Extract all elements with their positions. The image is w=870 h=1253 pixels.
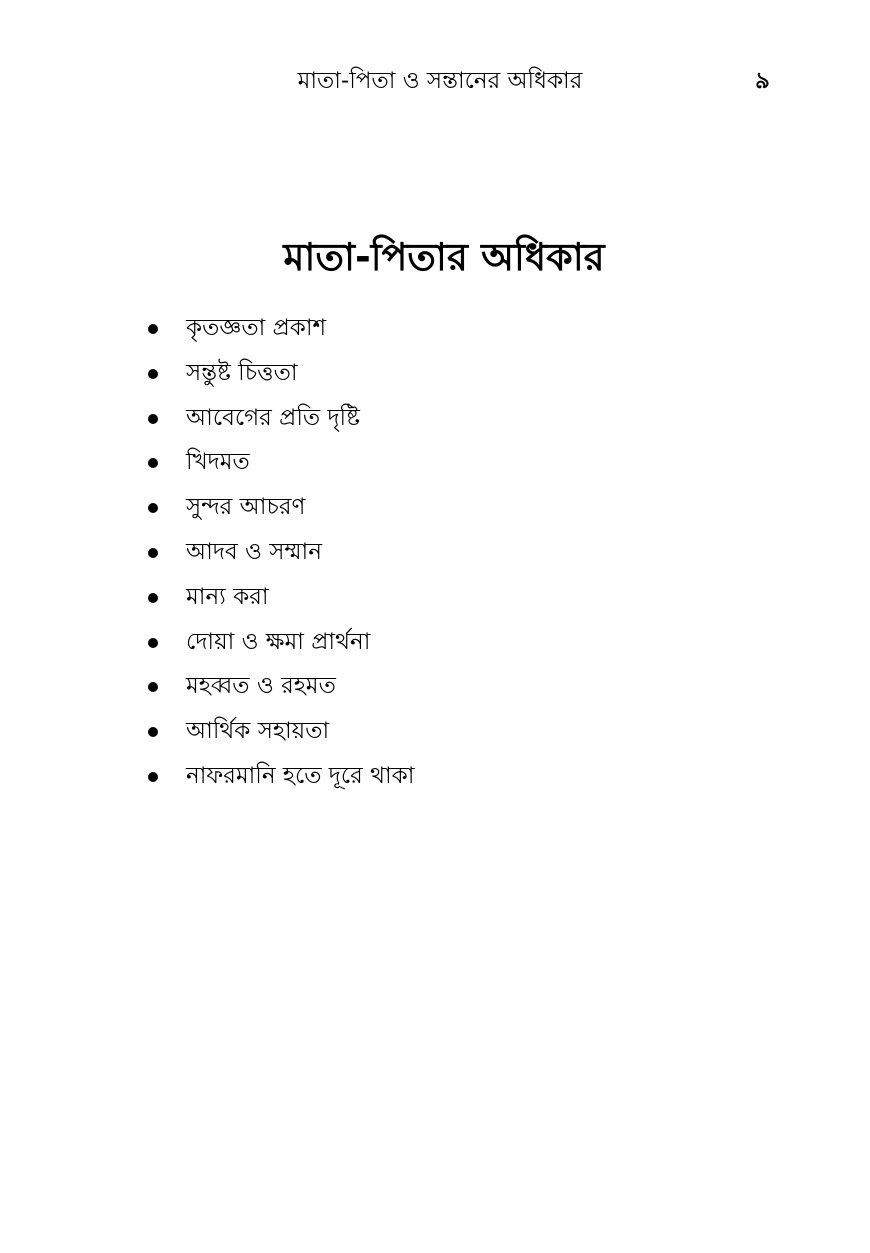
list-item bbox=[0, 621, 870, 666]
list-item bbox=[0, 486, 870, 531]
bullet-icon bbox=[148, 727, 158, 737]
chapter-title: মাতা-পিতার অধিকার bbox=[283, 235, 605, 280]
list-item bbox=[0, 755, 870, 800]
list-item-text: মহব্বত ও রহমত bbox=[186, 673, 336, 700]
bullet-icon bbox=[148, 548, 158, 558]
bullet-icon bbox=[148, 324, 158, 334]
list-item bbox=[0, 307, 870, 352]
bullet-icon bbox=[148, 593, 158, 603]
bullet-icon bbox=[148, 414, 158, 424]
list-item-text: সুন্দর আচরণ bbox=[186, 494, 306, 521]
list-item bbox=[0, 352, 870, 397]
bullet-icon bbox=[148, 503, 158, 513]
list-item bbox=[0, 531, 870, 576]
list-item bbox=[0, 665, 870, 710]
running-title: মাতা-পিতা ও সন্তানের অধিকার bbox=[297, 68, 583, 94]
list-item-text: খিদমত bbox=[186, 449, 250, 476]
list-item bbox=[0, 441, 870, 486]
list-item-text: আবেগের প্রতি দৃষ্টি bbox=[186, 404, 360, 431]
list-item bbox=[0, 397, 870, 442]
list-item-text: নাফরমানি হতে দূরে থাকা bbox=[186, 762, 415, 789]
list-item-text: মান্য করা bbox=[186, 583, 269, 610]
bullet-icon bbox=[148, 458, 158, 468]
list-item-text: কৃতজ্ঞতা প্রকাশ bbox=[186, 315, 327, 341]
running-header bbox=[0, 62, 870, 102]
rights-list bbox=[0, 307, 870, 800]
bullet-icon bbox=[148, 682, 158, 692]
list-item-text: সন্তুষ্ট চিত্ততা bbox=[186, 359, 298, 386]
list-item-text: আদব ও সম্মান bbox=[186, 538, 322, 565]
list-item-text: দোয়া ও ক্ষমা প্রার্থনা bbox=[186, 628, 371, 655]
bullet-icon bbox=[148, 772, 158, 782]
list-item-text: আর্থিক সহায়তা bbox=[186, 718, 330, 745]
page-number: ৯ bbox=[755, 68, 770, 94]
list-item bbox=[0, 576, 870, 621]
list-item bbox=[0, 710, 870, 755]
bullet-icon bbox=[148, 638, 158, 648]
bullet-icon bbox=[148, 369, 158, 379]
